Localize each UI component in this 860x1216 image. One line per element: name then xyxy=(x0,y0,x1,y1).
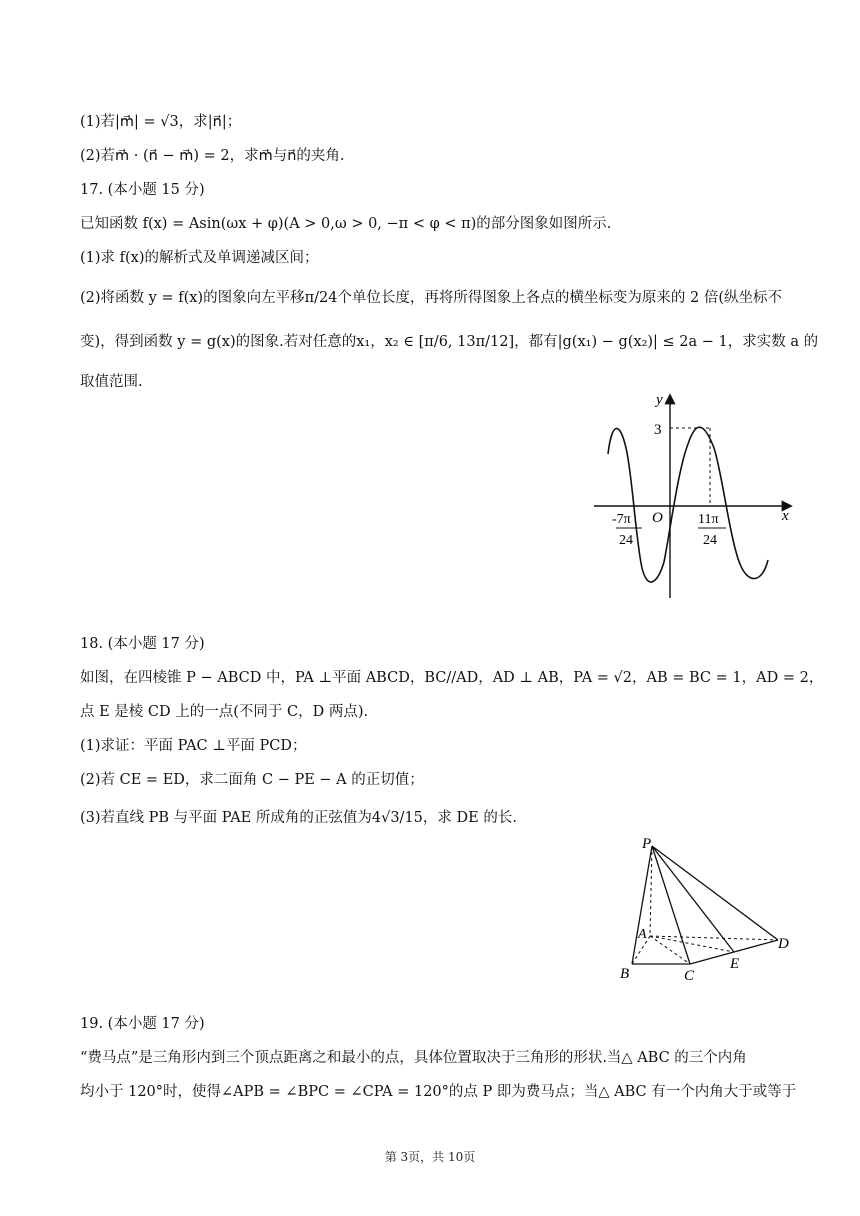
left-zero-denominator: 24 xyxy=(619,533,633,548)
edge-PB xyxy=(632,846,652,964)
right-max-denominator: 24 xyxy=(703,533,717,548)
q18-part2: (2)若 CE = ED，求二面角 C − PE − A 的正切值； xyxy=(80,772,424,788)
right-max-numerator: 11π xyxy=(698,512,719,527)
q18-part3: (3)若直线 PB 与平面 PAE 所成角的正弦值为4√3/15，求 DE 的长. xyxy=(80,810,517,826)
sine-graph-figure xyxy=(590,392,800,602)
y-axis-label: y xyxy=(656,392,663,408)
vertex-B-label: B xyxy=(620,966,630,982)
edge-PC xyxy=(652,846,690,964)
q18-stem-line1: 如图，在四棱锥 P − ABCD 中，PA ⊥平面 ABCD，BC//AD，AD ⊥ AB，PA = √2，AB = BC = 1，AD = 2， xyxy=(80,670,824,686)
q17-part2-line1: (2)将函数 y = f(x)的图象向左平移π/24个单位长度，再将所得图象上各点的横坐标变为原来的 2 倍(纵坐标不 xyxy=(80,290,783,306)
q19-line2: 均小于 120°时，使得∠APB = ∠BPC = ∠CPA = 120°的点 P 即为费马点；当△ ABC 有一个内角大于或等于 xyxy=(80,1084,797,1100)
q17-part2-line2: 变)，得到函数 y = g(x)的图象.若对任意的x₁，x₂ ∈ [π/6, 13π/12]，都有|g(x₁) − g(x₂)| ≤ 2a − 1，求实数 a 的 xyxy=(80,334,819,350)
q18-part1: (1)求证：平面 PAC ⊥平面 PCD； xyxy=(80,738,307,754)
q19-line1: “费马点”是三角形内到三个顶点距离之和最小的点，具体位置取决于三角形的形状.当△ ABC 的三个内角 xyxy=(80,1050,747,1066)
q16-part2: (2)若m⃗ · (n⃗ − m⃗) = 2，求m⃗与n⃗的夹角. xyxy=(80,148,345,164)
q18-stem-line2: 点 E 是棱 CD 上的一点(不同于 C，D 两点). xyxy=(80,704,369,720)
q17-header: 17. (本小题 15 分) xyxy=(80,182,205,198)
edge-PD xyxy=(652,846,778,940)
pyramid-figure xyxy=(612,834,802,984)
q19-header: 19. (本小题 17 分) xyxy=(80,1016,205,1032)
origin-label: O xyxy=(652,510,663,526)
hidden-AE xyxy=(650,936,734,952)
vertex-A-label: A xyxy=(638,927,647,942)
vertex-E-label: E xyxy=(730,956,740,972)
vertex-C-label: C xyxy=(684,968,695,984)
page-footer: 第 3页，共 10页 xyxy=(384,1150,476,1164)
q18-header: 18. (本小题 17 分) xyxy=(80,636,205,652)
vertex-D-label: D xyxy=(778,936,789,952)
max-value-label: 3 xyxy=(654,422,662,438)
left-zero-numerator: -7π xyxy=(612,512,631,527)
q17-stem: 已知函数 f(x) = Asin(ωx + φ)(A > 0,ω > 0, −π < φ < π)的部分图象如图所示. xyxy=(80,216,612,232)
x-axis-label: x xyxy=(782,508,789,524)
q17-part2-line3: 取值范围. xyxy=(80,374,143,390)
sine-curve xyxy=(608,427,768,582)
q16-part1: (1)若|m⃗| = √3，求|n⃗|； xyxy=(80,114,242,130)
q17-part1: (1)求 f(x)的解析式及单调递减区间； xyxy=(80,250,319,266)
vertex-P-label: P xyxy=(642,836,652,852)
